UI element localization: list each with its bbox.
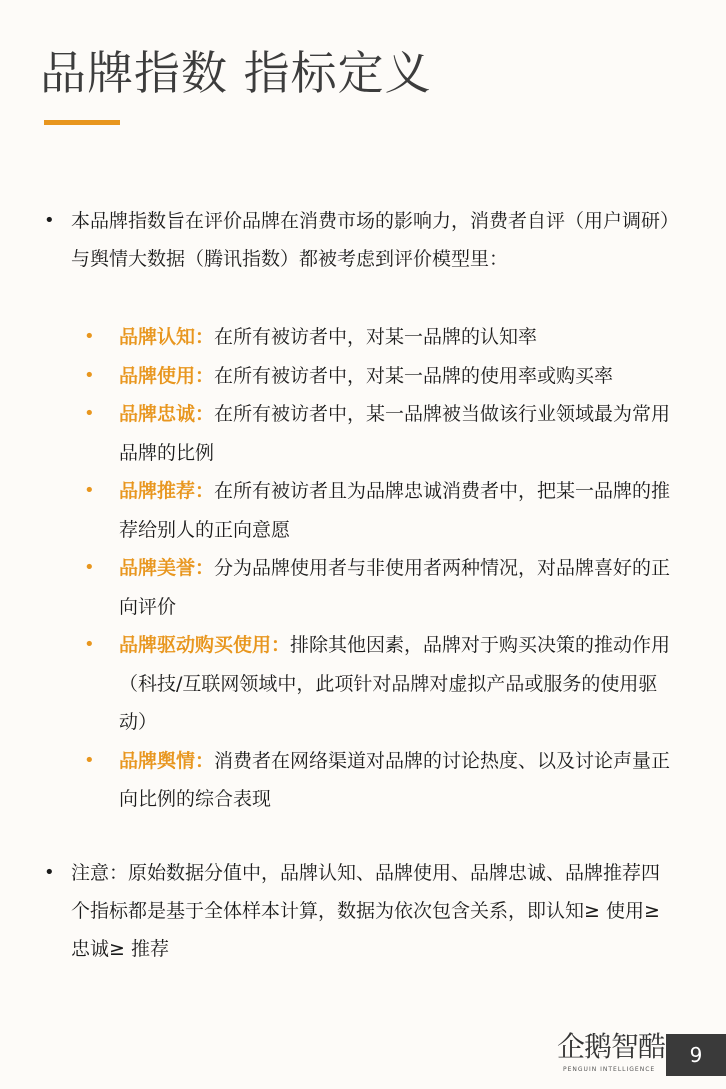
definition-brand-reputation	[84, 549, 694, 626]
definition-brand-purchase-driver	[84, 626, 694, 742]
definition-brand-awareness	[84, 318, 694, 357]
definition-label: 品牌舆情：	[119, 749, 215, 772]
logo-subtitle: PENGUIN INTELLIGENCE	[563, 1066, 656, 1073]
definition-text: 排除其他因素，品牌对于购买决策的推动作用（科技/互联网领域中，此项针对品牌对虚拟产品或服务的使用驱动）	[119, 634, 671, 733]
definition-text: 在所有被访者中，某一品牌被当做该行业领域最为常用品牌的比例	[119, 403, 671, 464]
definition-text: 在所有被访者中，对某一品牌的使用率或购买率	[214, 364, 614, 387]
definition-text: 在所有被访者中，对某一品牌的认知率	[214, 326, 538, 348]
definition-brand-usage	[84, 357, 694, 396]
bullet-dot: •	[44, 210, 55, 231]
bullet-dot: •	[84, 557, 95, 578]
definition-label: 品牌忠诚：	[119, 403, 215, 425]
bullet-dot: •	[84, 364, 95, 386]
bullet-dot: •	[84, 403, 95, 424]
penguin-intelligence-logo	[553, 1028, 666, 1080]
bullet-dot: •	[84, 326, 95, 347]
definition-label: 品牌驱动购买使用：	[119, 634, 291, 656]
definition-text: 消费者在网络渠道对品牌的讨论热度、以及讨论声量正向比例的综合表现	[119, 749, 671, 810]
definition-label: 品牌认知：	[119, 326, 215, 348]
intro-text: 本品牌指数旨在评价品牌在消费市场的影响力，消费者自评（用户调研）与舆情大数据（腾讯指数）都被考虑到评价模型里：	[71, 210, 670, 270]
definition-brand-sentiment	[84, 742, 694, 819]
definition-text: 分为品牌使用者与非使用者两种情况，对品牌喜好的正向评价	[119, 557, 671, 618]
bullet-dot: •	[44, 862, 55, 883]
definition-label: 品牌推荐：	[119, 480, 215, 502]
bullet-dot: •	[84, 749, 95, 771]
page-number: 9	[666, 1034, 726, 1076]
definition-label: 品牌美誉：	[119, 557, 215, 579]
note-text: 注意：原始数据分值中，品牌认知、品牌使用、品牌忠诚、品牌推荐四个指标都是基于全体样本计算，数据为依次包含关系，即认知≥ 使用≥ 忠诚≥ 推荐	[71, 862, 661, 960]
title-underline	[44, 120, 120, 125]
logo-wordmark: 企鹅智酷	[557, 1030, 666, 1063]
definition-brand-recommendation	[84, 472, 694, 549]
definition-brand-loyalty	[84, 395, 694, 472]
page-title: 品牌指数 指标定义	[40, 46, 432, 100]
definition-list	[84, 318, 694, 819]
definition-label: 品牌使用：	[119, 364, 215, 387]
bullet-dot: •	[84, 480, 95, 501]
definition-text: 在所有被访者且为品牌忠诚消费者中，把某一品牌的推荐给别人的正向意愿	[119, 480, 671, 541]
bullet-dot: •	[84, 634, 95, 655]
